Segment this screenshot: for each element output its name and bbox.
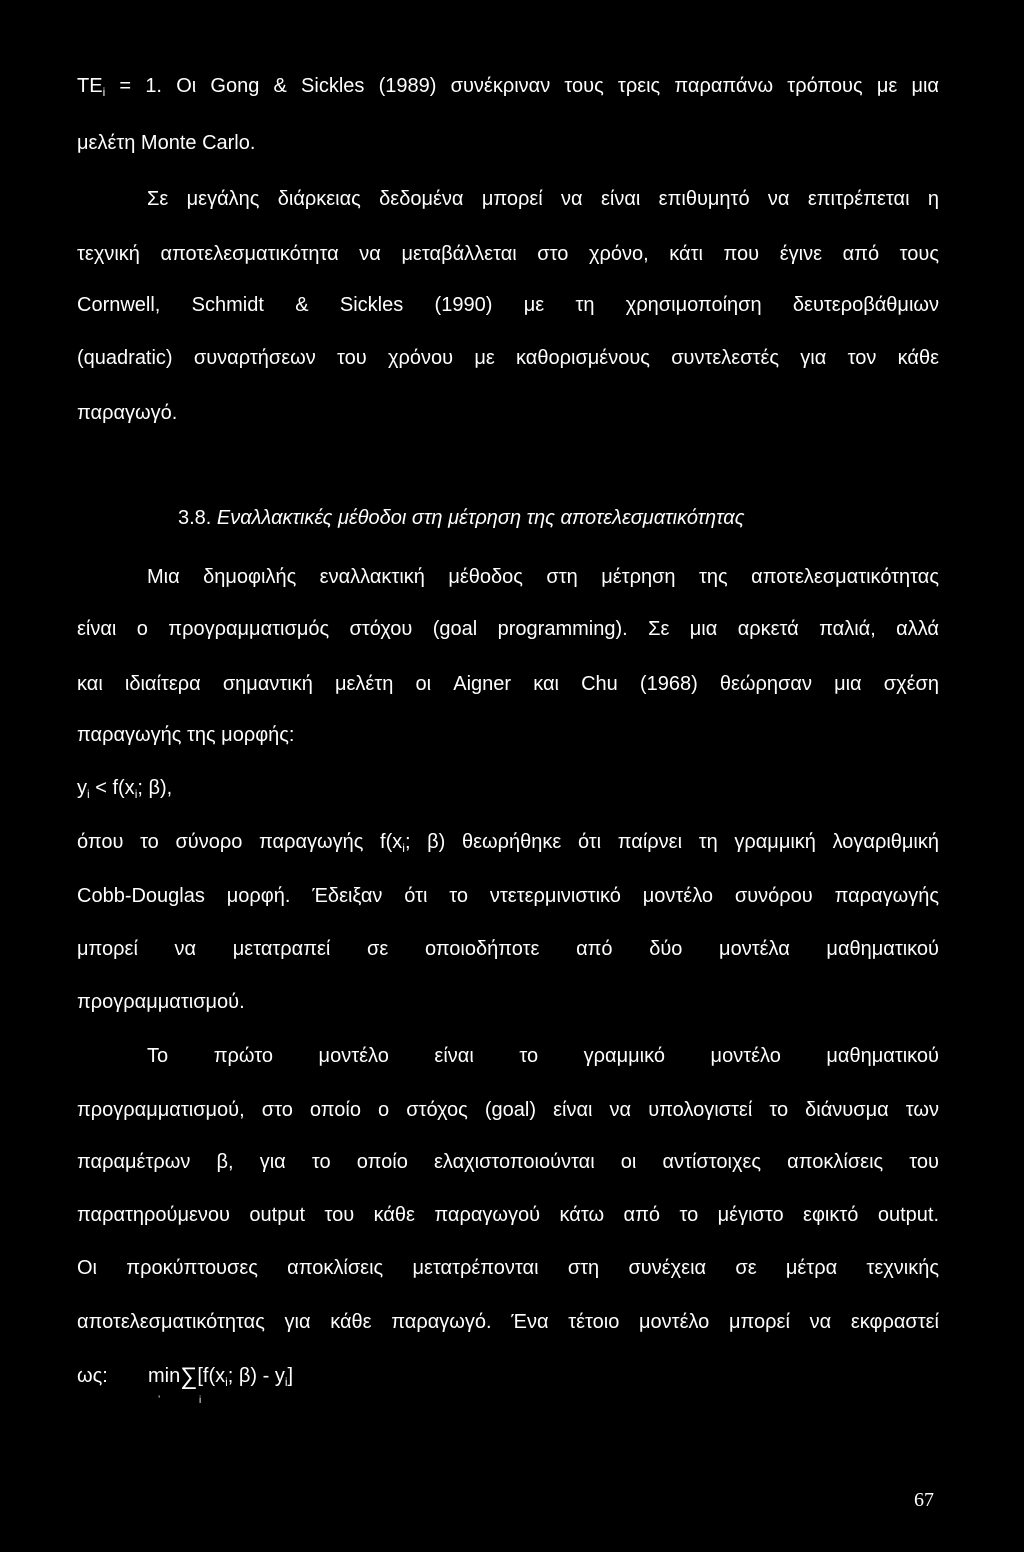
text-line: Το πρώτο μοντέλο είναι το γραμμικό μοντέλο μαθηματικού xyxy=(147,1045,939,1067)
text-line: προγραμματισμού. xyxy=(77,991,245,1013)
text-fragment: y xyxy=(77,777,87,799)
text-fragment: ; β), xyxy=(137,777,173,799)
text-fragment: ] xyxy=(287,1365,294,1387)
text-fragment: TE xyxy=(77,75,103,97)
text-line: παραγωγό. xyxy=(77,402,178,424)
formula-index-mark: ʼ xyxy=(158,1395,161,1406)
text-line: μπορεί να μετατραπεί σε οποιοδήποτε από δύο μοντέλα μαθηματικού xyxy=(77,938,939,960)
text-line: Cobb-Douglas μορφή. Έδειξαν ότι το ντετερμινιστικό μοντέλο συνόρου παραγωγής xyxy=(77,885,939,907)
section-heading xyxy=(178,506,744,530)
text-line: είναι ο προγραμματισμός στόχου (goal programming). Σε μια αρκετά παλιά, αλλά xyxy=(77,618,939,640)
section-title: Εναλλακτικές μέθοδοι στη μέτρηση της αποτελεσματικότητας xyxy=(216,507,745,529)
text-line: Σε μεγάλης διάρκειας δεδομένα μπορεί να είναι επιθυμητό να επιτρέπεται η xyxy=(147,188,939,210)
formula-index: i xyxy=(199,1395,202,1406)
text-line: Οι προκύπτουσες αποκλίσεις μετατρέπονται στη συνέχεια σε μέτρα τεχνικής xyxy=(77,1257,939,1279)
formula xyxy=(148,1364,293,1394)
text-line: παραμέτρων β, για το οποίο ελαχιστοποιούνται οι αντίστοιχες αποκλίσεις του xyxy=(77,1151,939,1173)
text-fragment: < f(x xyxy=(89,777,135,799)
sum-symbol: ∑ xyxy=(180,1363,198,1390)
formula-label: ως: xyxy=(77,1365,108,1387)
text-fragment: = 1. Οι Gong & Sickles (1989) συνέκριναν τους τρεις παραπάνω τρόπους με μια xyxy=(105,75,939,97)
text-line: προγραμματισμού, στο οποίο ο στόχος (goal) είναι να υπολογιστεί το διάνυσμα των xyxy=(77,1099,939,1121)
text-line: Μια δημοφιλής εναλλακτική μέθοδος στη μέτρηση της αποτελεσματικότητας xyxy=(147,566,939,588)
text-line: παραγωγής της μορφής: xyxy=(77,724,295,746)
page-number: 67 xyxy=(914,1489,934,1511)
text-fragment: [f(x xyxy=(197,1365,226,1387)
text-fragment: όπου το σύνορο παραγωγής f(x xyxy=(77,831,403,853)
subscript: i xyxy=(102,85,106,99)
subscript: i xyxy=(134,787,138,801)
subscript: i xyxy=(284,1375,288,1389)
equation xyxy=(77,776,172,806)
text-line xyxy=(77,74,939,104)
text-fragment: ; β) - y xyxy=(227,1365,285,1387)
text-line: παρατηρούμενου output του κάθε παραγωγού κάτω από το μέγιστο εφικτό output. xyxy=(77,1204,939,1226)
text-line xyxy=(77,830,939,860)
text-line: (quadratic) συναρτήσεων του χρόνου με καθορισμένους συντελεστές για τον κάθε xyxy=(77,347,939,369)
subscript: i xyxy=(402,841,405,855)
subscript: i xyxy=(87,787,90,801)
text-line: Cornwell, Schmidt & Sickles (1990) με τη χρησιμοποίηση δευτεροβάθμιων xyxy=(77,294,939,316)
subscript: i xyxy=(225,1375,228,1389)
text-line: αποτελεσματικότητας για κάθε παραγωγό. Ένα τέτοιο μοντέλο μπορεί να εκφραστεί xyxy=(77,1311,939,1333)
text-line: μελέτη Monte Carlo. xyxy=(77,132,256,154)
text-fragment: min xyxy=(148,1365,181,1387)
text-fragment: ; β) θεωρήθηκε ότι παίρνει τη γραμμική λογαριθμική xyxy=(404,831,939,853)
text-line: τεχνική αποτελεσματικότητα να μεταβάλλεται στο χρόνο, κάτι που έγινε από τους xyxy=(77,243,939,265)
section-number: 3.8. xyxy=(178,507,212,529)
text-line: και ιδιαίτερα σημαντική μελέτη οι Aigner και Chu (1968) θεώρησαν μια σχέση xyxy=(77,673,939,695)
